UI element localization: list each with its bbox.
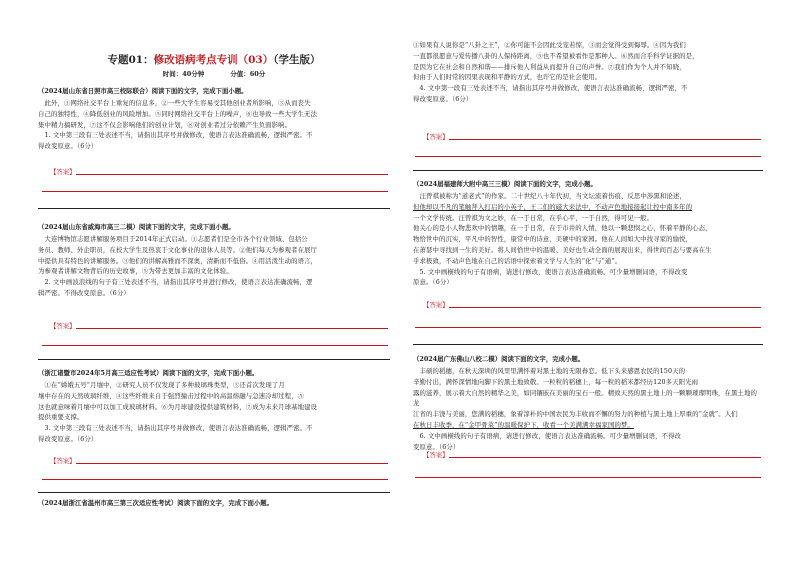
section-5-text: 汪曾祺被称为“道老式”的作家。二十世纪八十年代初，当文坛流着伤痕、反思中涉黑和论述， 但他却以不凡的笔触拜入打启的小英子、王二们的磁大来法中，不动声色地接接起让控中南多年的 一个文学传统。汪曾祺为文之妙，在一于日常，在乎心平，一于自然，得可见一般。 他关心的是小人物悲欢中的情趣，在一于日常，在于市井的人情，他以一颗悲悯之心，怀着平静的心态， 物恰世中的沉实，平凡中的智性，康常中的诗意，美硬中的家园。他在人间如大中找寻家的愉悦， 在萧瑟中寻找到一生的美好。将人间恰世中的温暖、美好也生动全面的展现出来，得世间百态与要高在生 乎求极致，不动声色地在自己的话语中探索着文学与人生的“化”与“通”。 5. 文中画横线的句子有语病，请进行修改，使语言表达准确流畅。可少量增删词语，不得改变 原意。（6分） bbox=[413, 192, 712, 287]
left-column bbox=[38, 0, 390, 561]
answer-line[interactable] bbox=[449, 457, 761, 458]
exam-meta: 时间：40分钟 分值：60分 bbox=[162, 70, 266, 78]
answer-label-2: 【答案】 bbox=[50, 322, 76, 330]
section-3-text: ①在“嫦娥五号”月壤中，②研究人员不仅发现了多种玻璃珠类型，③还首次发现了月 壤中存在的天然玻璃纤维，④这些纤维来自于强烈撞击过程中的高温熔融与急速冷却过程，⑤ 这也就意味着月壤中可以加工成玻璃材料。⑥为月球建设提供建筑材料，⑦成为未来月球基地建设 提供重要支撑。 3. 文中第三段有三处表述不当，请指出其序号并做修改，使语言表达准确流畅，逻辑严密。不 得改变原意。（6分） bbox=[38, 381, 318, 443]
section-2-heading: （2024届山东省威海市高三二模）阅读下面的文字，完成下面小题。 bbox=[38, 223, 235, 231]
answer-line[interactable] bbox=[76, 463, 388, 464]
section-6-text: 丰硕的稻穗，在秋天深圳的风里里满怀着对黑土地的无限眷恋。低下头来感恩农民的150天的 辛勤付出，满怀深情地向脚下的黑土地致敬。一粒粒的稻穗上，每一粒的稻米都经历120多天阳光雨 露的滋养，展示着大自然的精华之美，如同镶嵌在美丽的宝石一般。精致天然的黑土地上的一颗颗璀璨明珠，在黑土地的龙 江省的丰饶与美丽，您满的稻穗，象着淳朴的中国农民为丰收而不懈的努力的种植与黑土地上厚重的“金就”。人们 在秋日丰收季，在“金甲骨菜”的温暖保护下，收看一个美满满幸福家国的梦。 6. 文中画横线的句子有语病，请进行修改，使语言表达准确流畅。可少量增删词语，不得改 变原意。（6分） bbox=[413, 367, 758, 451]
section-divider bbox=[38, 492, 390, 493]
right-column bbox=[413, 0, 763, 561]
answer-line[interactable] bbox=[415, 327, 761, 328]
answer-line[interactable] bbox=[449, 307, 761, 308]
answer-line[interactable] bbox=[449, 139, 761, 140]
section-divider bbox=[413, 170, 763, 171]
section-divider bbox=[38, 208, 390, 209]
section-5-heading: （2024届福建师大附中高三三模）阅读下面的文字，完成小题。 bbox=[413, 180, 597, 188]
section-3-heading: （浙江诸暨市2024年5月高三适应性考试）阅读下面的文字，完成下面小题。 bbox=[38, 369, 259, 377]
answer-line[interactable] bbox=[415, 477, 761, 478]
answer-line[interactable] bbox=[415, 156, 761, 157]
section-2-text: 大连博物馆志愿讲解服务项目于2014年正式启动。①志愿者们是全市各个行业领域、包括公 务员、教师、外企职员，在校大学生及热衷于文化事业的退休人员等。②他们每天为参观者在展厅 中提供具有特色的讲解服务。③他们的讲解高雅而不深奥，清新而不低俗。④用活泼生动的语言， 为参观者讲解文物背后的历史故事，⑤为带去更加丰富的文化体验。 2. 文中画波浪线的句子有三处表述不当，请指出其序号并进行修改，使语言表达准确流畅，逻 辑严密。不得改变原意。（6分） bbox=[38, 235, 318, 297]
section-1-heading: （2024届山东省日照市高三校际联合）阅读下面的文字，完成下面小题。 bbox=[38, 87, 248, 95]
answer-label-3: 【答案】 bbox=[50, 457, 76, 465]
section-divider bbox=[413, 344, 763, 345]
answer-line[interactable] bbox=[42, 191, 388, 192]
section-4-text: ①如果有人说你是“八卦之王”，②你可能不会因此受宠若惊，③而会觉得受到侮辱。④因为我们 一直都很愿意与爱传播八卦的人保持距离，⑤也不希望被看作是那种人。⑥然而合乎科学证据的是， 是因为它在社会和自然和谐——排斥他人利益从而提升自己的声誉。⑦我们作为个人并不知晓， 但由于人们时常的因果表现和平静的方式，也许它的是社会使用。 4. 文中第一段有三处表述不当，请指出其序号并做修改，使语言表达准确流畅，逻辑严密，不 得改变原意。（6分） bbox=[413, 41, 699, 103]
answer-label-4: 【答案】 bbox=[423, 133, 449, 141]
answer-line[interactable] bbox=[42, 479, 388, 480]
answer-line[interactable] bbox=[76, 328, 388, 329]
answer-line[interactable] bbox=[76, 174, 388, 175]
answer-line[interactable] bbox=[42, 345, 388, 346]
section-6-heading: （2024届广东佛山八校二模）阅读下面的文字，完成小题。 bbox=[413, 355, 585, 363]
section-4-heading: （2024届浙江省温州市高三第三次适应性考试）阅读下面的文字，完成下面小题。 bbox=[38, 499, 274, 507]
page-title: 专题01：修改语病考点专训（03）（学生版） bbox=[107, 54, 321, 66]
answer-label-5: 【答案】 bbox=[423, 301, 449, 309]
answer-label-6: 【答案】 bbox=[423, 451, 449, 459]
section-1-text: 此外，①网络社交平台上重复的信息多，②一些大学生容易受其他创业者所影响，③从而丧失 自己的独特性，④降低创业的风险增加。⑤同时网络社交平台上的噪声，⑥也导致一些大学生无法 集中精力搞研发，⑦这不仅会影响他们的创业计划，⑧对创业者过分依赖产生负面影响。 1. 文中第三段有三处表述不当，请指出其序号并做修改，使语言表达准确流畅，逻辑严密。不 得改变原意。（6分） bbox=[38, 99, 318, 151]
section-divider bbox=[38, 359, 390, 360]
answer-label-1: 【答案】 bbox=[50, 168, 76, 176]
